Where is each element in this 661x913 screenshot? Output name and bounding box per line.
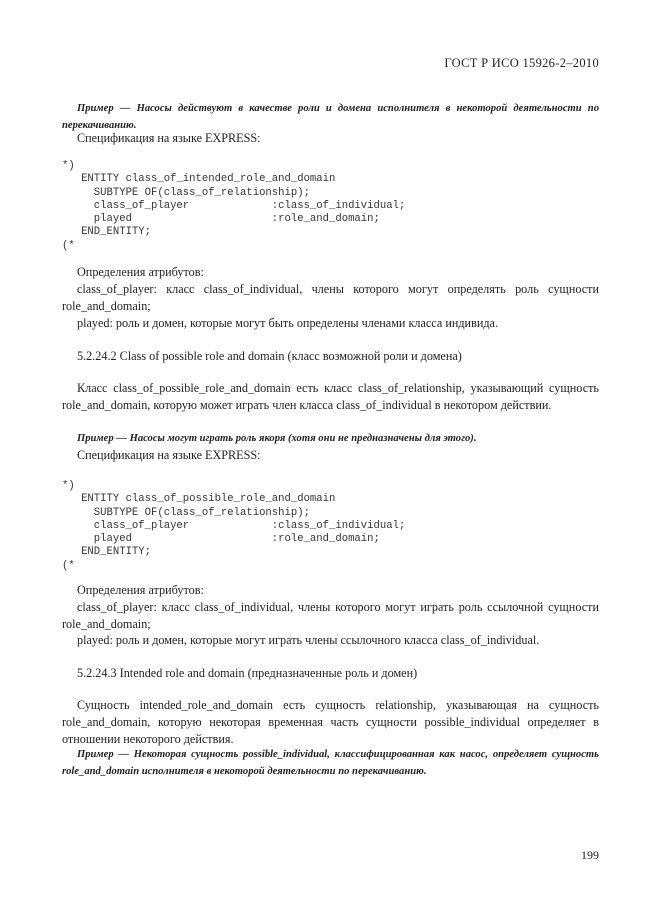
express-code-1: *) ENTITY class_of_intended_role_and_domain SUBTYPE OF(class_of_relationship); class_of_player :class_of_individual; played :role_and_domain; END_ENTITY; (* <box>62 160 406 252</box>
page-number: 199 <box>581 848 599 862</box>
attr-definition-2a: class_of_player: класс class_of_individual, члены которого могут играть роль ссылочной сущности role_and_domain; <box>62 600 599 631</box>
example-3: Пример — Некоторая сущность possible_individual, классифицированная как насос, определяет сущность role_and_domain исполнителя в некоторой деятельности по перекачиванию. <box>62 749 599 777</box>
spec-label-2: Спецификация на языке EXPRESS: <box>77 448 261 462</box>
section-heading-3: 5.2.24.3 Intended role and domain (предназначенные роль и домен) <box>77 666 418 680</box>
section-heading-2: 5.2.24.2 Class of possible role and domain (класс возможной роли и домена) <box>77 349 462 363</box>
page-header: ГОСТ Р ИСО 15926-2–2010 <box>444 56 599 70</box>
attr-definition-1b: played: роль и домен, которые могут быть определены членами класса индивида. <box>77 316 499 330</box>
attr-definition-2b: played: роль и домен, которые могут играть члены ссылочного класса class_of_individual. <box>77 633 540 647</box>
example-1: Пример — Насосы действуют в качестве роли и домена исполнителя в некоторой деятельности по перекачиванию. <box>62 103 599 131</box>
attr-definition-1a: class_of_player: класс class_of_individual, члены которого могут определять роль сущности role_and_domain; <box>62 282 599 313</box>
section-body-2: Класс class_of_possible_role_and_domain есть класс class_of_relationship, указывающий сущность role_and_domain, которую может играть член класса class_of_individual в некотором действии. <box>62 381 599 412</box>
example-2: Пример — Насосы могут играть роль якоря (хотя они не предназначены для этого). <box>77 433 477 444</box>
express-code-2: *) ENTITY class_of_possible_role_and_domain SUBTYPE OF(class_of_relationship); class_of_player :class_of_individual; played :role_and_domain; END_ENTITY; (* <box>62 480 406 572</box>
attr-heading-1: Определения атрибутов: <box>77 265 204 279</box>
spec-label-1: Спецификация на языке EXPRESS: <box>77 131 261 145</box>
section-body-3: Сущность intended_role_and_domain есть сущность relationship, указывающая на сущность role_and_domain, которую некоторая временная часть сущности possible_individual определяет в отношении некоторого действия. <box>62 698 599 746</box>
attr-heading-2: Определения атрибутов: <box>77 583 204 597</box>
